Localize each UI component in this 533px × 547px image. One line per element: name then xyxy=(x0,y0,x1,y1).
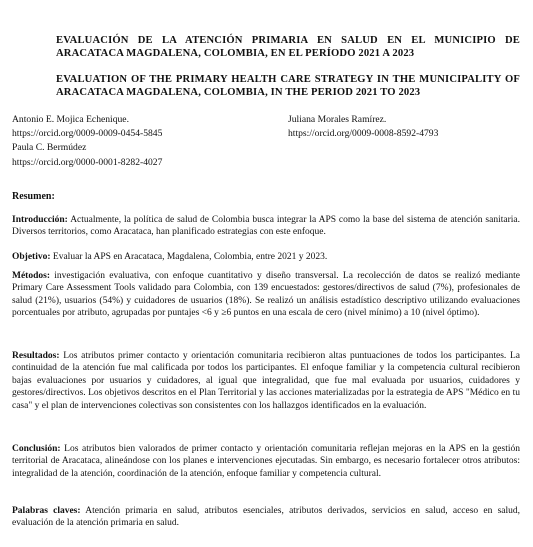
keywords-text: Atención primaria en salud, atributos esenciales, atributos derivados, servicios en salud, acceso en salud, evaluación de la atención primaria en salud. xyxy=(12,506,520,529)
results-paragraph xyxy=(12,350,520,412)
author-name: Antonio E. Mojica Echenique. xyxy=(12,114,129,125)
objective-label: Objetivo: xyxy=(12,252,51,262)
objective-paragraph xyxy=(12,251,520,263)
introduction-label: Introducción: xyxy=(12,215,68,225)
results-label: Resultados: xyxy=(12,351,60,361)
title-spanish: EVALUACIÓN DE LA ATENCIÓN PRIMARIA EN SALUD EN EL MUNICIPIO DE ARACATACA MAGDALENA, COLOMBIA, EN EL PERÍODO 2021 A 2023 xyxy=(56,35,520,60)
abstract-heading: Resumen: xyxy=(12,191,55,202)
keywords-label: Palabras claves: xyxy=(12,506,81,516)
author-name: Juliana Morales Ramírez. xyxy=(288,114,387,125)
methods-paragraph xyxy=(12,270,520,320)
results-text: Los atributos primer contacto y orientación comunitaria recibieron altas puntuaciones de todos los participantes. La continuidad de la atención fue mal calificada por todos los participantes. El enfoque familiar y la competencia cultural recibieron bajas evaluaciones por usuarios y cuidadores, al igual que integralidad, que fue mal evaluada por usuarios, cuidadores y gestores/directivos. Los objetivos descritos en el Plan Territorial y las acciones materializadas por la estrategia de APS "Médico en tu casa" y el plan de intervenciones colectivas son consistentes con los hallazgos identificados en la evaluación. xyxy=(12,351,520,411)
author-orcid-link[interactable]: https://orcid.org/0009-0009-0454-5845 xyxy=(12,128,163,140)
methods-label: Métodos: xyxy=(12,271,50,281)
author-orcid-link[interactable]: https://orcid.org/0009-0008-8592-4793 xyxy=(288,128,439,140)
author-name: Paula C. Bermúdez xyxy=(12,142,87,154)
conclusion-text: Los atributos bien valorados de primer contacto y orientación comunitaria reflejan mejoras en la APS en la gestión territorial de Aracataca, alineándose con los planes e intervenciones ejecutadas. Sin embargo, es necesario fortalecer otros atributos: integralidad de la atención, coordinación de la atención, enfoque familiar y competencia cultural. xyxy=(12,444,520,479)
methods-text: investigación evaluativa, con enfoque cuantitativo y diseño transversal. La recolección de datos se realizó mediante Primary Care Assessment Tools validado para Colombia, con 139 encuestados: gestores/directivos de salud (7%), profesionales de salud (21%), usuarios (54%) y cuidadores de usuarios (18%). Se realizó un análisis estadístico descriptivo utilizando evaluaciones porcentuales por atributo, agrupadas por puntajes <6 y ≥6 puntos en una escala de cero (nivel mínimo) a 10 (nivel óptimo). xyxy=(12,271,520,319)
author-orcid-link[interactable]: https://orcid.org/0000-0001-8282-4027 xyxy=(12,156,163,168)
objective-text: Evaluar la APS en Aracataca, Magdalena, Colombia, entre 2021 y 2023. xyxy=(52,252,328,262)
conclusion-paragraph xyxy=(12,443,520,480)
authors-right-column xyxy=(288,113,438,141)
introduction-text: Actualmente, la política de salud de Colombia busca integrar la APS como la base del sistema de atención sanitaria. Diversos territorios, como Aracataca, han planificado estrategias con este enfoque. xyxy=(12,215,520,238)
conclusion-label: Conclusión: xyxy=(12,444,61,454)
keywords-paragraph xyxy=(12,505,520,530)
title-english: EVALUATION OF THE PRIMARY HEALTH CARE STRATEGY IN THE MUNICIPALITY OF ARACATACA MAGDALENA, COLOMBIA, IN THE PERIOD 2021 TO 2023 xyxy=(56,74,520,99)
authors-left-column xyxy=(12,113,162,170)
introduction-paragraph xyxy=(12,214,520,239)
